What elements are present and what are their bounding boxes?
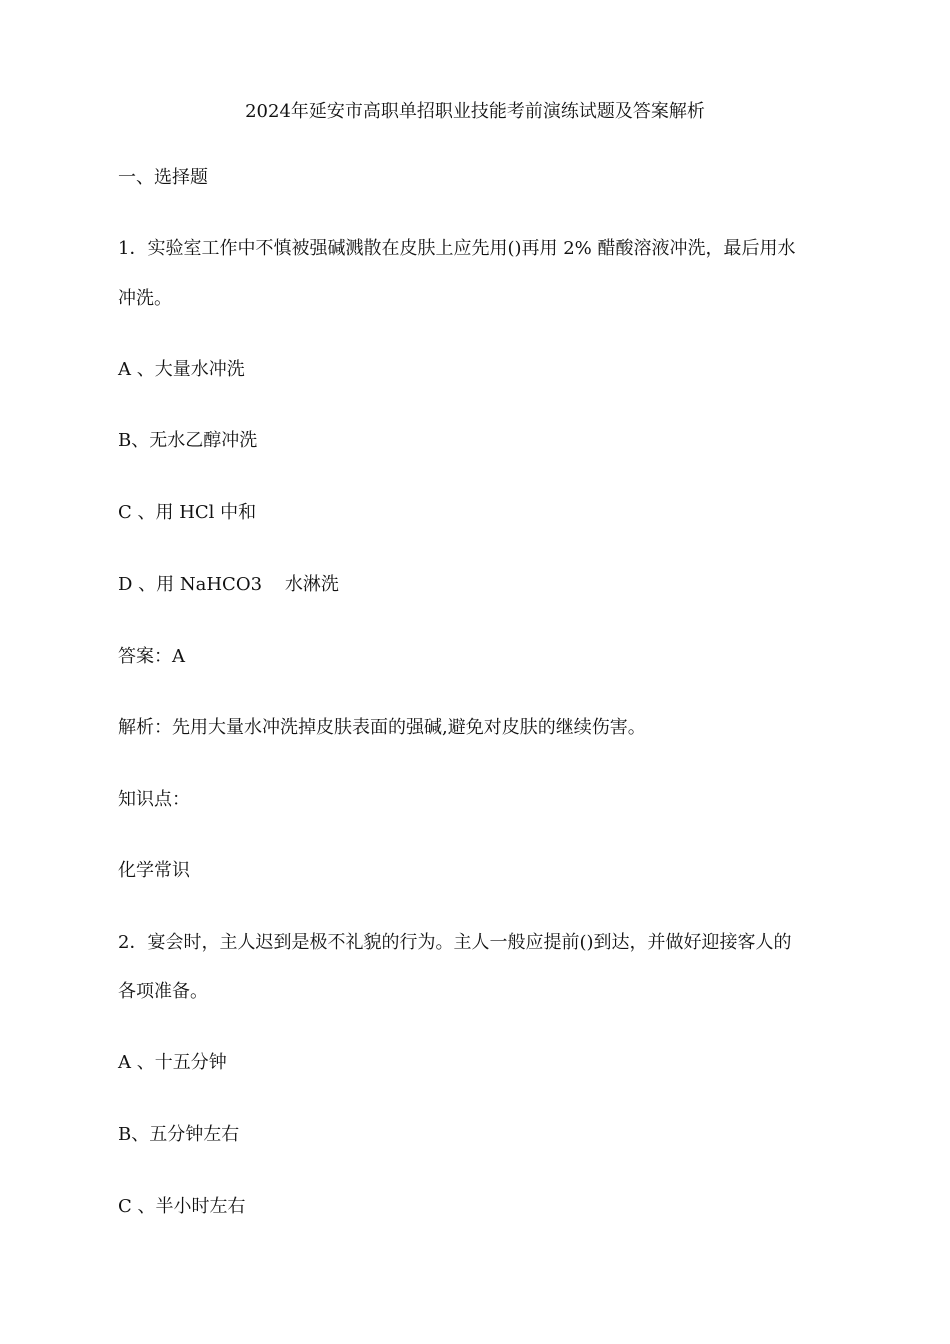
question-2-option-a: A 、十五分钟	[118, 1052, 227, 1073]
question-2-option-b: B、五分钟左右	[118, 1124, 240, 1145]
question-1-stem-line-1: 1．实验室工作中不慎被强碱溅散在皮肤上应先用()再用 2% 醋酸溶液冲洗，最后用水	[118, 238, 796, 259]
question-1-option-a: A 、大量水冲洗	[118, 359, 245, 380]
question-1-answer: 答案：A	[118, 646, 185, 667]
question-2-stem-line-1: 2．宴会时，主人迟到是极不礼貌的行为。主人一般应提前()到达，并做好迎接客人的	[118, 932, 792, 953]
question-1-option-b: B、无水乙醇冲洗	[118, 430, 258, 451]
section-heading: 一、选择题	[118, 167, 208, 188]
question-1-knowledge-label: 知识点：	[118, 789, 190, 810]
question-1-option-c: C 、用 HCl 中和	[118, 502, 257, 523]
document-title: 2024年延安市高职单招职业技能考前演练试题及答案解析	[245, 101, 705, 122]
question-2-option-c: C 、半小时左右	[118, 1196, 246, 1217]
question-2-stem-line-2: 各项准备。	[118, 981, 208, 1002]
question-1-option-d: D 、用 NaHCO3 水淋洗	[118, 574, 339, 595]
question-1-analysis: 解析：先用大量水冲洗掉皮肤表面的强碱,避免对皮肤的继续伤害。	[118, 717, 646, 738]
question-1-stem-line-2: 冲洗。	[118, 288, 172, 309]
question-1-knowledge-value: 化学常识	[118, 860, 190, 881]
